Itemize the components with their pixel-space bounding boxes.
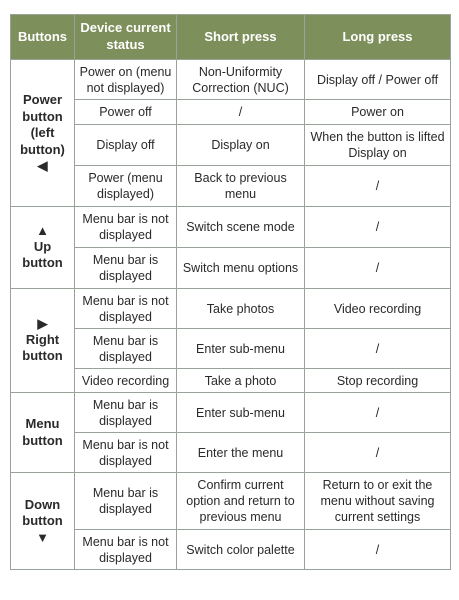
status-cell: Power on (menu not displayed)	[75, 60, 177, 100]
table-row	[11, 369, 451, 393]
short-press-cell: Switch scene mode	[177, 207, 305, 248]
header-device-status: Device current status	[75, 15, 177, 60]
table-row	[11, 125, 451, 166]
long-press-cell: /	[305, 248, 451, 289]
long-press-cell: /	[305, 530, 451, 570]
long-press-cell: Stop recording	[305, 369, 451, 393]
long-press-cell: /	[305, 433, 451, 473]
short-press-cell: Enter sub-menu	[177, 393, 305, 433]
short-press-cell: Switch menu options	[177, 248, 305, 289]
short-press-cell: /	[177, 100, 305, 125]
up-arrow-icon: ▲	[36, 223, 49, 239]
button-name: Down button	[22, 496, 63, 529]
long-press-cell: /	[305, 207, 451, 248]
status-cell: Menu bar is displayed	[75, 393, 177, 433]
table-body	[11, 60, 451, 570]
long-press-cell: When the button is lifted Display on	[305, 125, 451, 166]
short-press-cell: Back to previous menu	[177, 166, 305, 207]
status-cell: Menu bar is not displayed	[75, 530, 177, 570]
button-name-cell	[11, 207, 75, 289]
short-press-cell: Take photos	[177, 289, 305, 329]
table-row	[11, 60, 451, 100]
long-press-cell: Power on	[305, 100, 451, 125]
left-arrow-icon: ◀	[37, 158, 48, 174]
status-cell: Video recording	[75, 369, 177, 393]
status-cell: Menu bar is not displayed	[75, 289, 177, 329]
table-row	[11, 248, 451, 289]
long-press-cell: /	[305, 393, 451, 433]
button-name-cell	[11, 60, 75, 207]
short-press-cell: Enter sub-menu	[177, 329, 305, 369]
right-arrow-icon: ▶	[37, 316, 48, 332]
header-buttons: Buttons	[11, 15, 75, 60]
short-press-cell: Display on	[177, 125, 305, 166]
header-short-press: Short press	[177, 15, 305, 60]
table-row	[11, 100, 451, 125]
short-press-cell: Enter the menu	[177, 433, 305, 473]
table-row	[11, 289, 451, 329]
button-functions-table	[10, 14, 451, 570]
long-press-cell: /	[305, 166, 451, 207]
header-long-press: Long press	[305, 15, 451, 60]
status-cell: Menu bar is displayed	[75, 248, 177, 289]
table-row	[11, 329, 451, 369]
long-press-cell: Display off / Power off	[305, 60, 451, 100]
table-row	[11, 530, 451, 570]
short-press-cell: Non-Uniformity Correction (NUC)	[177, 60, 305, 100]
button-name: Menu button	[22, 415, 63, 448]
table-row	[11, 207, 451, 248]
status-cell: Power (menu displayed)	[75, 166, 177, 207]
button-name: Up button	[22, 238, 63, 271]
short-press-cell: Take a photo	[177, 369, 305, 393]
button-name-cell	[11, 393, 75, 473]
status-cell: Menu bar is displayed	[75, 473, 177, 530]
button-name-cell	[11, 289, 75, 393]
long-press-cell: Video recording	[305, 289, 451, 329]
status-cell: Menu bar is not displayed	[75, 433, 177, 473]
table-row	[11, 473, 451, 530]
table-row	[11, 393, 451, 433]
status-cell: Menu bar is not displayed	[75, 207, 177, 248]
status-cell: Display off	[75, 125, 177, 166]
status-cell: Power off	[75, 100, 177, 125]
table-row	[11, 433, 451, 473]
long-press-cell: /	[305, 329, 451, 369]
button-functions-table-wrapper	[10, 14, 451, 570]
button-name: Right button	[22, 331, 63, 364]
button-name: Power button (left button)	[20, 91, 65, 157]
table-header-row	[11, 15, 451, 60]
short-press-cell: Confirm current option and return to previous menu	[177, 473, 305, 530]
long-press-cell: Return to or exit the menu without saving current settings	[305, 473, 451, 530]
table-row	[11, 166, 451, 207]
down-arrow-icon: ▼	[36, 529, 49, 545]
short-press-cell: Switch color palette	[177, 530, 305, 570]
status-cell: Menu bar is displayed	[75, 329, 177, 369]
button-name-cell	[11, 473, 75, 570]
